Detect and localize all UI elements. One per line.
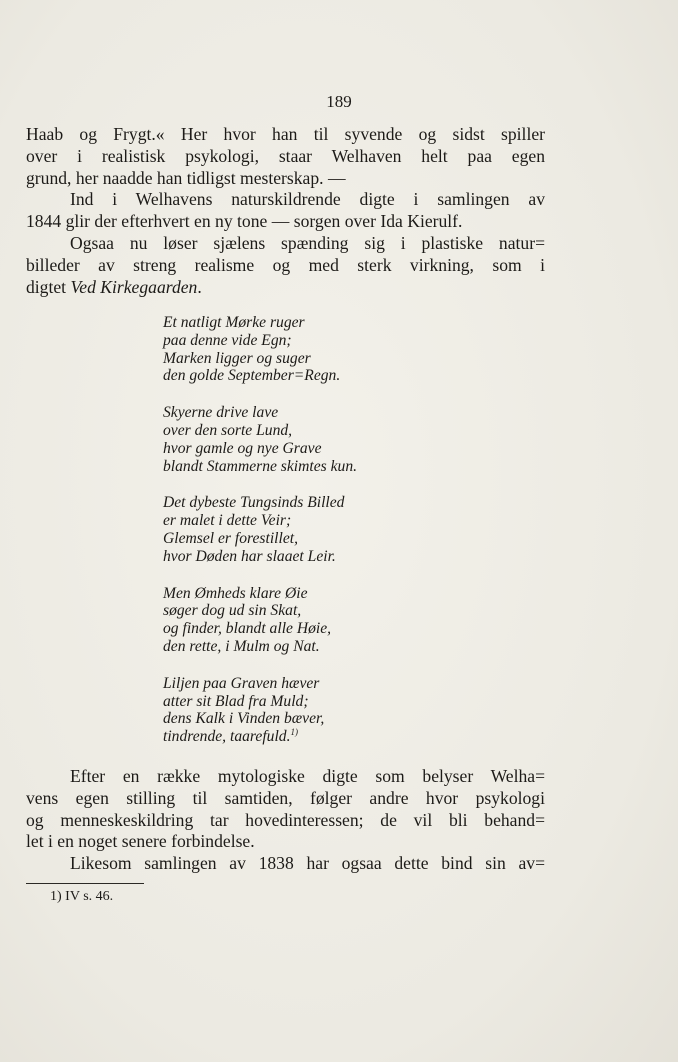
poem-line: og finder, blandt alle Høie, [163,620,332,638]
poem-line: den golde September=Regn. [163,367,341,385]
text-line [26,168,545,190]
poem-line: hvor Døden har slaaet Leir. [163,547,336,565]
poem-line: Skyerne drive lave [163,404,279,422]
poem-line: er malet i dette Veir; [163,512,292,530]
text-line [26,766,545,788]
poem-line-text: tindrende, taarefuld. [163,728,291,746]
poem-line: dens Kalk i Vinden bæver, [163,710,325,728]
poem-line: Glemsel er forestillet, [163,529,298,547]
poem-line: Men Ømheds klare Øie [163,584,308,602]
poem-line: den rette, i Mulm og Nat. [163,637,320,655]
line-text: Likesom samlingen av 1838 har ogsaa dette bind sin av= [70,853,545,874]
line-text: grund, her naadde han tidligst mesterskap. — [26,167,346,188]
poem-ved-kirkegaarden [163,314,357,765]
line-punctuation: . [197,276,202,297]
footnote-text: IV s. 46. [61,889,114,904]
text-line [26,788,545,810]
line-text: Ind i Welhavens naturskildrende digte i samlingen av [70,189,545,210]
line-text: og menneskeskildring tar hovedinteressen; de vil bli behand= [26,809,545,830]
poem-line: Liljen paa Graven hæver [163,674,320,692]
text-line [26,124,545,146]
footnote-rule [26,883,144,884]
text-line [26,810,545,832]
poem-line: atter sit Blad fra Muld; [163,692,309,710]
intro-text [26,124,545,298]
footnote-marker: 1) [50,889,62,904]
poem-line [163,728,357,746]
text-line [26,853,545,875]
line-text: over i realistisk psykologi, staar Welhaven helt paa egen [26,145,545,166]
poem-line: Det dybeste Tungsinds Billed [163,494,345,512]
text-line [26,233,545,255]
text-line [26,211,545,233]
line-text: digtet [26,276,71,297]
poem-stanza [163,585,357,656]
poem-line: hvor gamle og nye Grave [163,439,322,457]
line-text: billeder av streng realisme og med sterk virkning, som i [26,254,545,275]
line-text: Haab og Frygt.« Her hvor han til syvende og sidst spiller [26,124,545,144]
page-number: 189 [326,92,352,111]
poem-line: Marken ligger og suger [163,349,311,367]
poem-title-ref: Ved Kirkegaarden [70,276,198,297]
poem-stanza [163,314,357,385]
line-text: 1844 glir der efterhvert en ny tone — sorgen over Ida Kierulf. [26,211,463,232]
line-text: let i en noget senere forbindelse. [26,831,255,852]
poem-line: over den sorte Lund, [163,421,293,439]
poem-line: Et natligt Mørke ruger [163,314,305,331]
footnote [50,888,113,906]
line-text: vens egen stilling til samtiden, følger andre hvor psykologi [26,787,545,808]
text-line [26,255,545,277]
footnote-reference: 1) [290,726,298,737]
line-text: Efter en række mytologiske digte som belyser Welha= [70,766,545,786]
closing-text [26,766,545,875]
text-line [26,189,545,211]
line-text: Ogsaa nu løser sjælens spænding sig i plastiske natur= [70,232,545,253]
poem-stanza [163,404,357,475]
poem-stanza [163,675,357,746]
poem-stanza [163,494,357,565]
text-line [26,277,545,299]
poem-line: paa denne vide Egn; [163,331,292,349]
poem-line: søger dog ud sin Skat, [163,602,302,620]
text-line [26,831,545,853]
poem-line: blandt Stammerne skimtes kun. [163,457,358,475]
text-line [26,146,545,168]
